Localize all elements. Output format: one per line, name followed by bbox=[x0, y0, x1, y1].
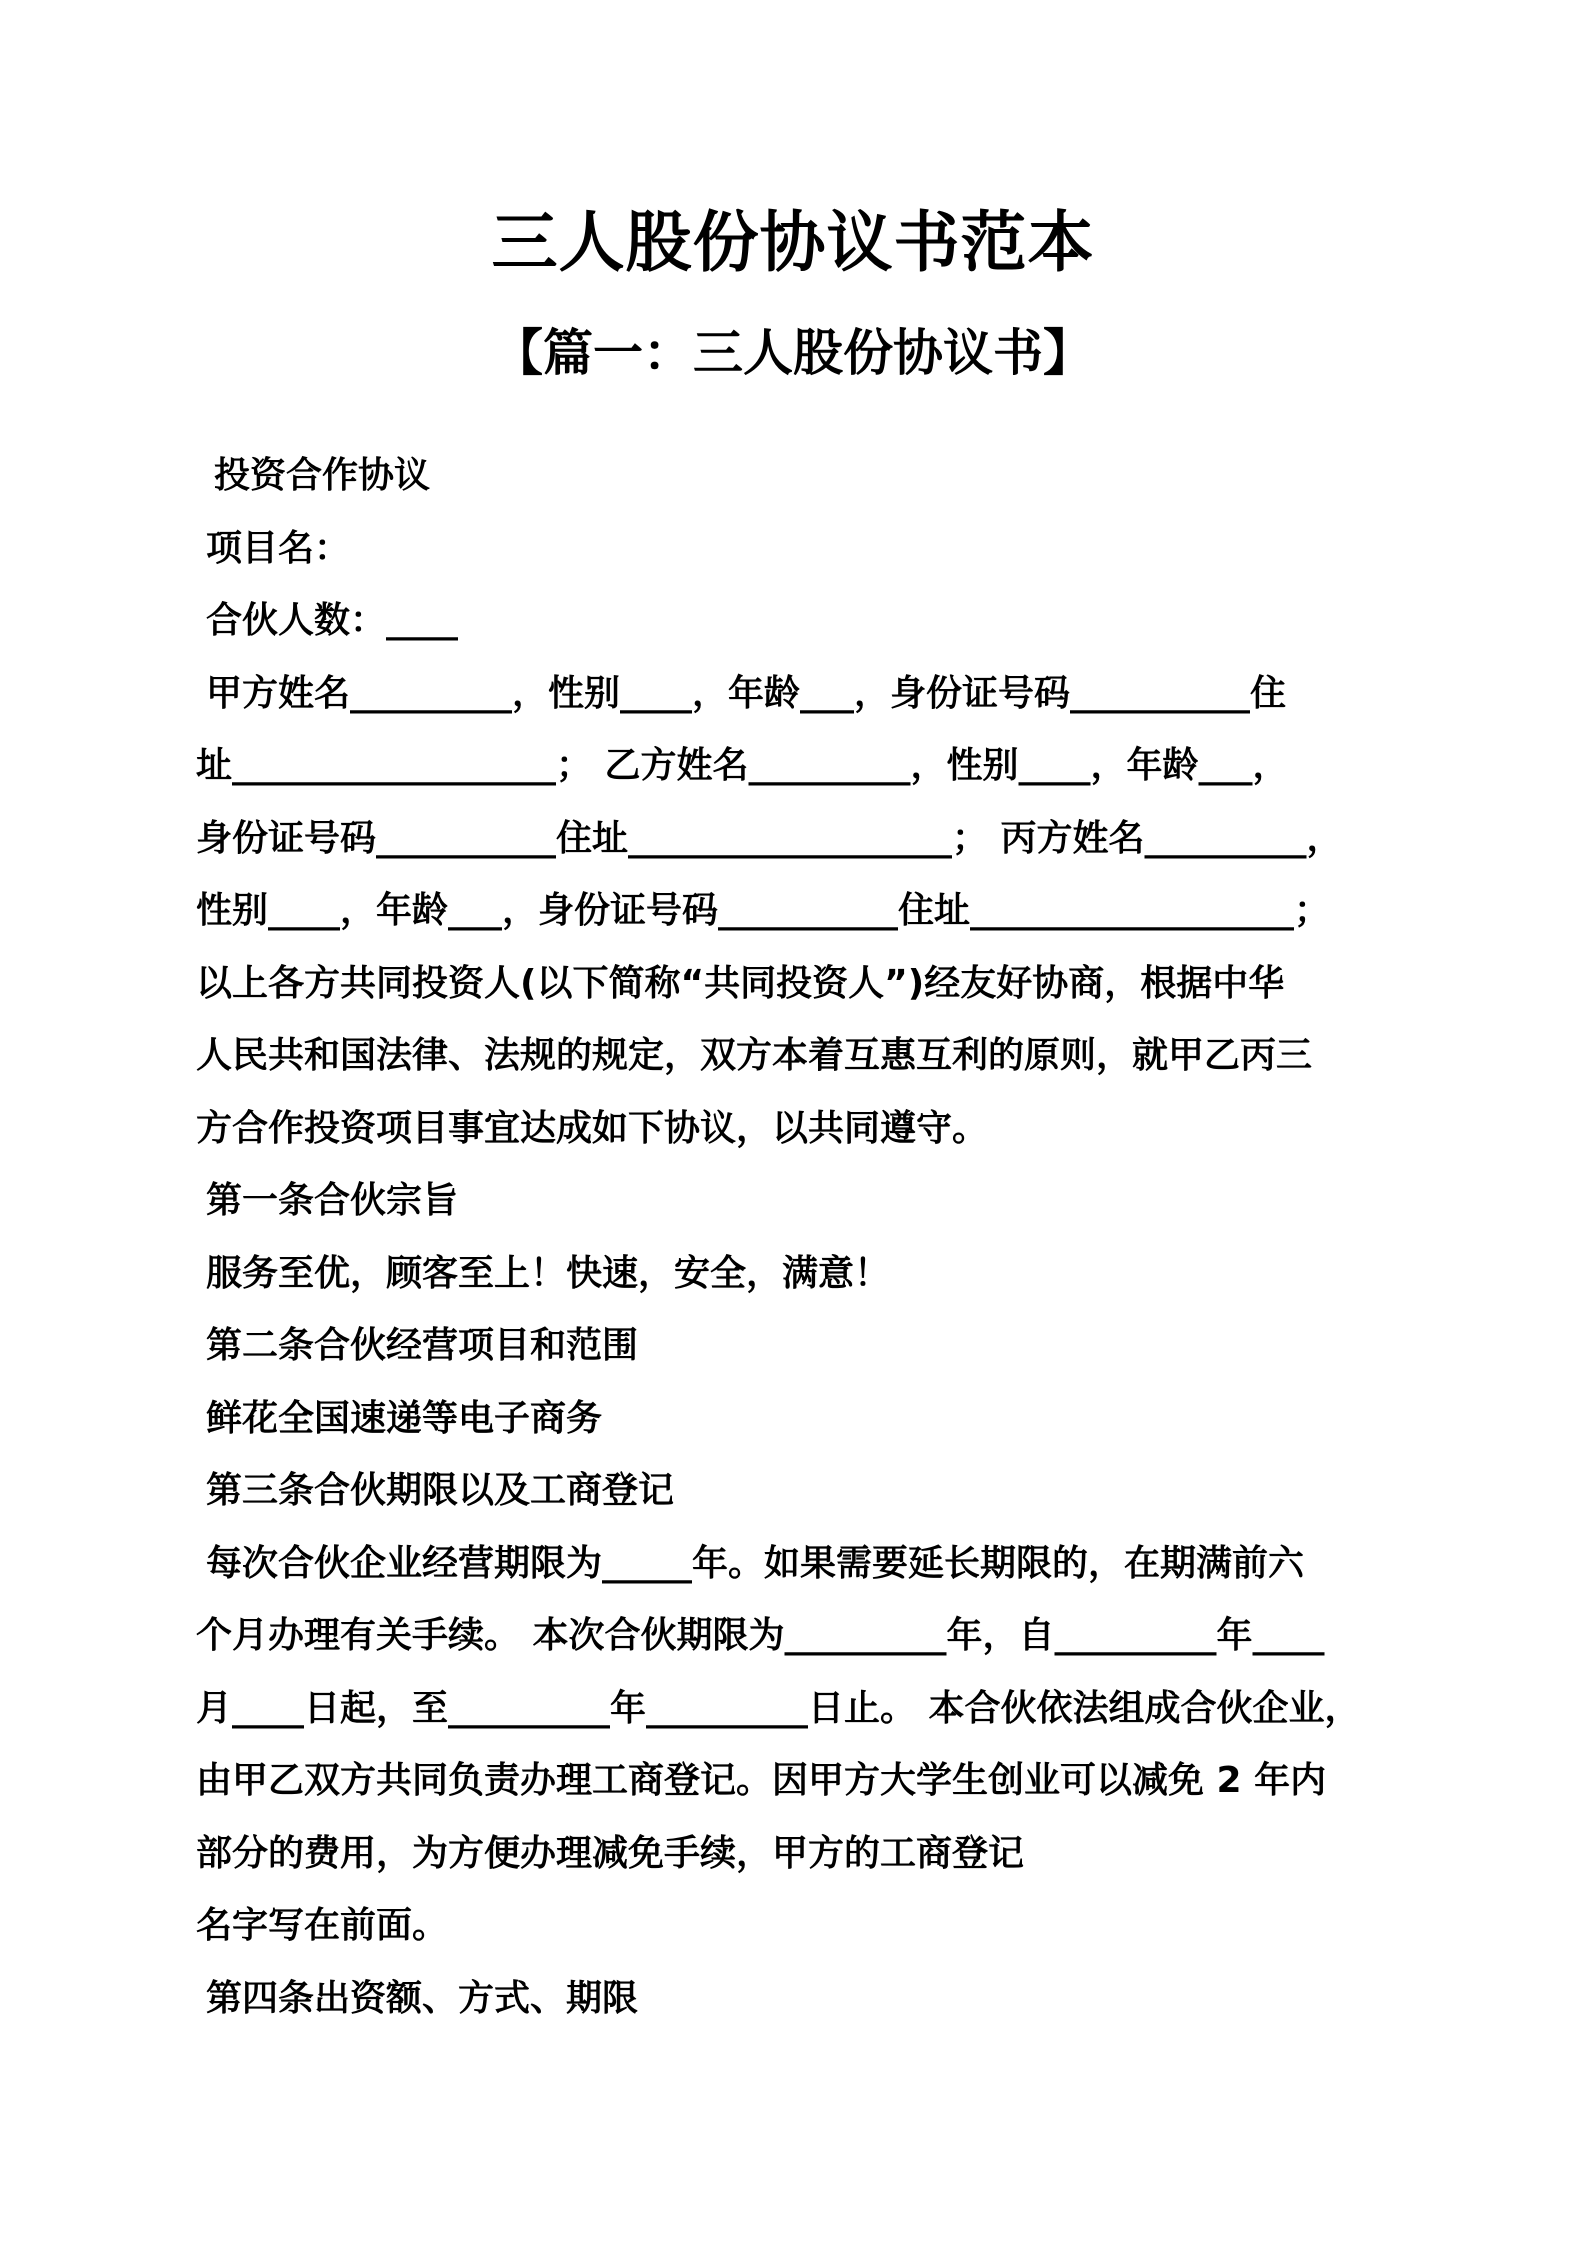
article-1-heading: 第一条合伙宗旨 bbox=[206, 1180, 459, 1221]
article-1-body: 服务至优，顾客至上！快速，安全，满意！ bbox=[206, 1252, 891, 1294]
project-name-line: 项目名： bbox=[206, 527, 351, 569]
party-c-line: 身份证号码__________住址__________________； 丙方姓名_________， bbox=[196, 817, 1343, 859]
article-3-heading: 第三条合伙期限以及工商登记 bbox=[206, 1470, 675, 1511]
article-3-body-line-1: 每次合伙企业经营期限为_____年。如果需要延长期限的，在期满前六 bbox=[206, 1542, 1305, 1584]
article-4-heading: 第四条出资额、方式、期限 bbox=[206, 1977, 639, 2019]
party-c-details-line: 性别____，年龄___，身份证号码__________住址__________________； bbox=[196, 890, 1331, 931]
article-3-body-line-2: 个月办理有关手续。 本次合伙期限为_________年，自_________年____ bbox=[196, 1615, 1325, 1656]
preamble-line-3: 方合作投资项目事宜达成如下协议，以共同遵守。 bbox=[196, 1107, 989, 1149]
article-3-body-line-6: 名字写在前面。 bbox=[196, 1905, 449, 1946]
document-body bbox=[196, 440, 1426, 2035]
preamble-line-2: 人民共和国法律、法规的规定，双方本着互惠互利的原则，就甲乙丙三 bbox=[196, 1035, 1313, 1076]
party-a-line: 甲方姓名_________，性别____，年龄___，身份证号码__________住 bbox=[206, 672, 1287, 714]
article-2-heading: 第二条合伙经营项目和范围 bbox=[206, 1325, 639, 1366]
agreement-heading: 投资合作协议 bbox=[214, 455, 431, 496]
article-2-body: 鲜花全国速递等电子商务 bbox=[206, 1397, 603, 1439]
preamble-line-1: 以上各方共同投资人(以下简称“共同投资人”)经友好协商，根据中华 bbox=[196, 962, 1285, 1004]
partner-count-line: 合伙人数：____ bbox=[206, 600, 459, 641]
party-b-line: 址__________________； 乙方姓名_________，性别____，年龄___， bbox=[196, 745, 1289, 786]
article-3-body-line-5: 部分的费用，为方便办理减免手续，甲方的工商登记 bbox=[196, 1832, 1025, 1874]
document-subtitle: 【篇一：三人股份协议书】 bbox=[493, 324, 1093, 382]
article-3-body-line-3: 月____日起，至_________年_________日止。 本合伙依法组成合伙企业， bbox=[196, 1687, 1361, 1729]
document-title: 三人股份协议书范本 bbox=[491, 204, 1095, 281]
article-3-body-line-4: 由甲乙双方共同负责办理工商登记。因甲方大学生创业可以减免 2 年内 bbox=[196, 1760, 1327, 1801]
